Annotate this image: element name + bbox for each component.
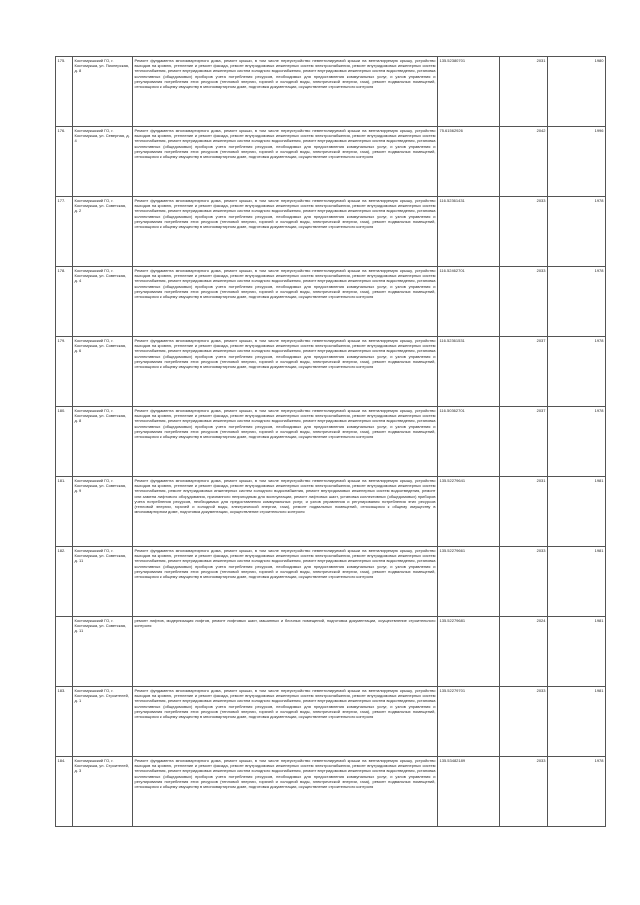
row-address: Костомукшский ГО, г. Костомукша, ул. Советская, д. 9 [73, 477, 133, 547]
row-cost: 135.52279661 [438, 547, 500, 617]
row-works: Ремонт фундамента многоквартирного дома, ремонт крыши, в том числе переустройство невентилируемой крыши на вентилируемую крышу, устройство выходов на кровлю, утепление и ремонт фасада, ремонт внутридомовых инженерных систем электроснабжения, ремонт внутридомовых инженерных систем теплоснабжения, ремонт внутридомовых инженерных систем холодного водоснабжения, ремонт внутридомовых инженерных систем водоотведения, установка коллективных (общедомовых) приборов учета потребления ресурсов, необходимых для предоставления коммунальных услуг, и узлов управления и регулирования потребления этих ресурсов (тепловой энергии, горячей и холодной воды, электрической энергии, газа), ремонт подвальных помещений, относящихся к общему имуществу в многоквартирном доме, подготовка документации, осуществление строительного контроля [133, 267, 438, 337]
row-year: 1978 [548, 267, 606, 337]
row-works: Ремонт фундамента многоквартирного дома, ремонт крыши, в том числе переустройство невентилируемой крыши на вентилируемую крышу, устройство выходов на кровлю, утепление и ремонт фасада, ремонт внутридомовых инженерных систем электроснабжения, ремонт внутридомовых инженерных систем теплоснабжения, ремонт внутридомовых инженерных систем холодного водоснабжения, ремонт внутридомовых инженерных систем водоотведения, ремонт или замена лифтового оборудования, признанного непригодным для эксплуатации, ремонт лифтовых шахт, установка коллективных (общедомовых) приборов учета потребления ресурсов, необходимых для предоставления коммунальных услуг, и узлов управления и регулирования потребления этих ресурсов (тепловой энергии, горячей и холодной воды, электрической энергии, газа), ремонт подвальных помещений, относящихся к общему имуществу в многоквартирном доме, подготовка документации, осуществление строительного контроля [133, 477, 438, 547]
row-works: Ремонт фундамента многоквартирного дома, ремонт крыши, в том числе переустройство невентилируемой крыши на вентилируемую крышу, устройство выходов на кровлю, утепление и ремонт фасада, ремонт внутридомовых инженерных систем электроснабжения, ремонт внутридомовых инженерных систем теплоснабжения, ремонт внутридомовых инженерных систем холодного водоснабжения, ремонт внутридомовых инженерных систем водоотведения, установка коллективных (общедомовых) приборов учета потребления ресурсов, необходимых для предоставления коммунальных услуг, и узлов управления и регулирования потребления этих ресурсов (тепловой энергии, горячей и холодной воды, электрической энергии, газа), ремонт подвальных помещений, относящихся к общему имуществу в многоквартирном доме, подготовка документации, осуществление строительного контроля [133, 407, 438, 477]
row-cost: 116.50362701 [438, 407, 500, 477]
row-number [56, 617, 73, 687]
capital-repair-table [55, 56, 606, 827]
row-address: Костомукшский ГО, г. Костомукша, ул. Пионерская, д. 8 [73, 57, 133, 127]
row-address: Костомукшский ГО, г. Костомукша, ул. Строителей, д. 3 [73, 757, 133, 827]
row-term: 2037 [500, 407, 548, 477]
row-address: Костомукшский ГО, г. Костомукша, ул. Советская, д. 11 [73, 547, 133, 617]
row-year: 1981 [548, 547, 606, 617]
row-address: Костомукшский ГО, г. Костомукша, ул. Советская, д. 2 [73, 197, 133, 267]
table-row [56, 477, 606, 547]
row-year: 1996 [548, 127, 606, 197]
table-row [56, 267, 606, 337]
row-address: Костомукшский ГО, г. Костомукша, ул. Советская, д. 11 [73, 617, 133, 687]
row-year: 1981 [548, 477, 606, 547]
table-row [56, 57, 606, 127]
row-number: 179. [56, 337, 73, 407]
row-year: 1978 [548, 407, 606, 477]
row-works: Ремонт фундамента многоквартирного дома, ремонт крыши, в том числе переустройство невентилируемой крыши на вентилируемую крышу, устройство выходов на кровлю, утепление и ремонт фасада, ремонт внутридомовых инженерных систем электроснабжения, ремонт внутридомовых инженерных систем теплоснабжения, ремонт внутридомовых инженерных систем холодного водоснабжения, ремонт внутридомовых инженерных систем водоотведения, установка коллективных (общедомовых) приборов учета потребления ресурсов, необходимых для предоставления коммунальных услуг, и узлов управления и регулирования потребления этих ресурсов (тепловой энергии, горячей и холодной воды, электрической энергии, газа), ремонт подвальных помещений, относящихся к общему имуществу в многоквартирном доме, подготовка документации, осуществление строительного контроля [133, 757, 438, 827]
table-row [56, 337, 606, 407]
row-works: Ремонт фундамента многоквартирного дома, ремонт крыши, в том числе переустройство невентилируемой крыши на вентилируемую крышу, устройство выходов на кровлю, утепление и ремонт фасада, ремонт внутридомовых инженерных систем электроснабжения, ремонт внутридомовых инженерных систем теплоснабжения, ремонт внутридомовых инженерных систем холодного водоснабжения, ремонт внутридомовых инженерных систем водоотведения, установка коллективных (общедомовых) приборов учета потребления ресурсов, необходимых для предоставления коммунальных услуг, и узлов управления и регулирования потребления этих ресурсов (тепловой энергии, горячей и холодной воды, электрической энергии, газа), ремонт подвальных помещений, относящихся к общему имуществу в многоквартирном доме, подготовка документации, осуществление строительного контроля [133, 127, 438, 197]
row-works: Ремонт фундамента многоквартирного дома, ремонт крыши, в том числе переустройство невентилируемой крыши на вентилируемую крышу, устройство выходов на кровлю, утепление и ремонт фасада, ремонт внутридомовых инженерных систем электроснабжения, ремонт внутридомовых инженерных систем теплоснабжения, ремонт внутридомовых инженерных систем холодного водоснабжения, ремонт внутридомовых инженерных систем водоотведения, установка коллективных (общедомовых) приборов учета потребления ресурсов, необходимых для предоставления коммунальных услуг, и узлов управления и регулирования потребления этих ресурсов (тепловой энергии, горячей и холодной воды, электрической энергии, газа), ремонт подвальных помещений, относящихся к общему имуществу в многоквартирном доме, подготовка документации, осуществление строительного контроля [133, 57, 438, 127]
row-number: 177. [56, 197, 73, 267]
row-works: Ремонт фундамента многоквартирного дома, ремонт крыши, в том числе переустройство невентилируемой крыши на вентилируемую крышу, устройство выходов на кровлю, утепление и ремонт фасада, ремонт внутридомовых инженерных систем электроснабжения, ремонт внутридомовых инженерных систем теплоснабжения, ремонт внутридомовых инженерных систем холодного водоснабжения, ремонт внутридомовых инженерных систем водоотведения, установка коллективных (общедомовых) приборов учета потребления ресурсов, необходимых для предоставления коммунальных услуг, и узлов управления и регулирования потребления этих ресурсов (тепловой энергии, горячей и холодной воды, электрической энергии, газа), ремонт подвальных помещений, относящихся к общему имуществу в многоквартирном доме, подготовка документации, осуществление строительного контроля [133, 547, 438, 617]
table-row [56, 547, 606, 617]
row-term: 2024 [500, 617, 548, 687]
row-number: 180. [56, 407, 73, 477]
row-cost: 116.52462701 [438, 267, 500, 337]
row-year: 1981 [548, 617, 606, 687]
row-number: 176. [56, 127, 73, 197]
row-address: Костомукшский ГО, г. Костомукша, ул. Строителей, д. 1 [73, 687, 133, 757]
row-works: ремонт лифтов, модернизация лифтов, ремонт лифтовых шахт, машинных и блочных помещений, подготовка документации, осуществление строительного контроля [133, 617, 438, 687]
row-term: 2031 [500, 477, 548, 547]
row-cost: 135.52279701 [438, 687, 500, 757]
table-row [56, 687, 606, 757]
table-row [56, 407, 606, 477]
row-term: 2033 [500, 547, 548, 617]
row-term: 2042 [500, 127, 548, 197]
row-address: Костомукшский ГО, г. Костомукша, ул. Советская, д. 6 [73, 337, 133, 407]
row-term: 2033 [500, 267, 548, 337]
row-cost: 135.52279641 [438, 477, 500, 547]
row-year: 1978 [548, 757, 606, 827]
row-works: Ремонт фундамента многоквартирного дома, ремонт крыши, в том числе переустройство невентилируемой крыши на вентилируемую крышу, устройство выходов на кровлю, утепление и ремонт фасада, ремонт внутридомовых инженерных систем электроснабжения, ремонт внутридомовых инженерных систем теплоснабжения, ремонт внутридомовых инженерных систем холодного водоснабжения, ремонт внутридомовых инженерных систем водоотведения, установка коллективных (общедомовых) приборов учета потребления ресурсов, необходимых для предоставления коммунальных услуг, и узлов управления и регулирования потребления этих ресурсов (тепловой энергии, горячей и холодной воды, электрической энергии, газа), ремонт подвальных помещений, относящихся к общему имуществу в многоквартирном доме, подготовка документации, осуществление строительного контроля [133, 197, 438, 267]
row-number: 182. [56, 547, 73, 617]
row-cost: 116.52361431 [438, 197, 500, 267]
table-row [56, 197, 606, 267]
row-term: 2033 [500, 687, 548, 757]
row-number: 178. [56, 267, 73, 337]
row-year: 1981 [548, 687, 606, 757]
row-number: 181. [56, 477, 73, 547]
row-works: Ремонт фундамента многоквартирного дома, ремонт крыши, в том числе переустройство невентилируемой крыши на вентилируемую крышу, устройство выходов на кровлю, утепление и ремонт фасада, ремонт внутридомовых инженерных систем электроснабжения, ремонт внутридомовых инженерных систем теплоснабжения, ремонт внутридомовых инженерных систем холодного водоснабжения, ремонт внутридомовых инженерных систем водоотведения, установка коллективных (общедомовых) приборов учета потребления ресурсов, необходимых для предоставления коммунальных услуг, и узлов управления и регулирования потребления этих ресурсов (тепловой энергии, горячей и холодной воды, электрической энергии, газа), ремонт подвальных помещений, относящихся к общему имуществу в многоквартирном доме, подготовка документации, осуществление строительного контроля [133, 337, 438, 407]
row-cost: 135.52380701 [438, 57, 500, 127]
row-address: Костомукшский ГО, г. Костомукша, ул. Советская, д. 8 [73, 407, 133, 477]
table-row [56, 617, 606, 687]
row-number: 175. [56, 57, 73, 127]
table-row [56, 127, 606, 197]
row-cost: 135.53482189 [438, 757, 500, 827]
row-cost: 135.52279681 [438, 617, 500, 687]
row-address: Костомукшский ГО, г. Костомукша, ул. Северная, д. 4 [73, 127, 133, 197]
table-row [56, 757, 606, 827]
row-year: 1978 [548, 337, 606, 407]
row-cost: 116.52361531 [438, 337, 500, 407]
row-term: 2033 [500, 197, 548, 267]
row-year: 1978 [548, 197, 606, 267]
row-cost: 75.61562926 [438, 127, 500, 197]
row-year: 1980 [548, 57, 606, 127]
row-term: 2037 [500, 337, 548, 407]
row-number: 183. [56, 687, 73, 757]
row-works: Ремонт фундамента многоквартирного дома, ремонт крыши, в том числе переустройство невентилируемой крыши на вентилируемую крышу, устройство выходов на кровлю, утепление и ремонт фасада, ремонт внутридомовых инженерных систем электроснабжения, ремонт внутридомовых инженерных систем теплоснабжения, ремонт внутридомовых инженерных систем холодного водоснабжения, ремонт внутридомовых инженерных систем водоотведения, установка коллективных (общедомовых) приборов учета потребления ресурсов, необходимых для предоставления коммунальных услуг, и узлов управления и регулирования потребления этих ресурсов (тепловой энергии, горячей и холодной воды, электрической энергии, газа), ремонт подвальных помещений, относящихся к общему имуществу в многоквартирном доме, подготовка документации, осуществление строительного контроля [133, 687, 438, 757]
row-term: 2031 [500, 57, 548, 127]
row-term: 2033 [500, 757, 548, 827]
row-number: 184. [56, 757, 73, 827]
row-address: Костомукшский ГО, г. Костомукша, ул. Советская, д. 4 [73, 267, 133, 337]
